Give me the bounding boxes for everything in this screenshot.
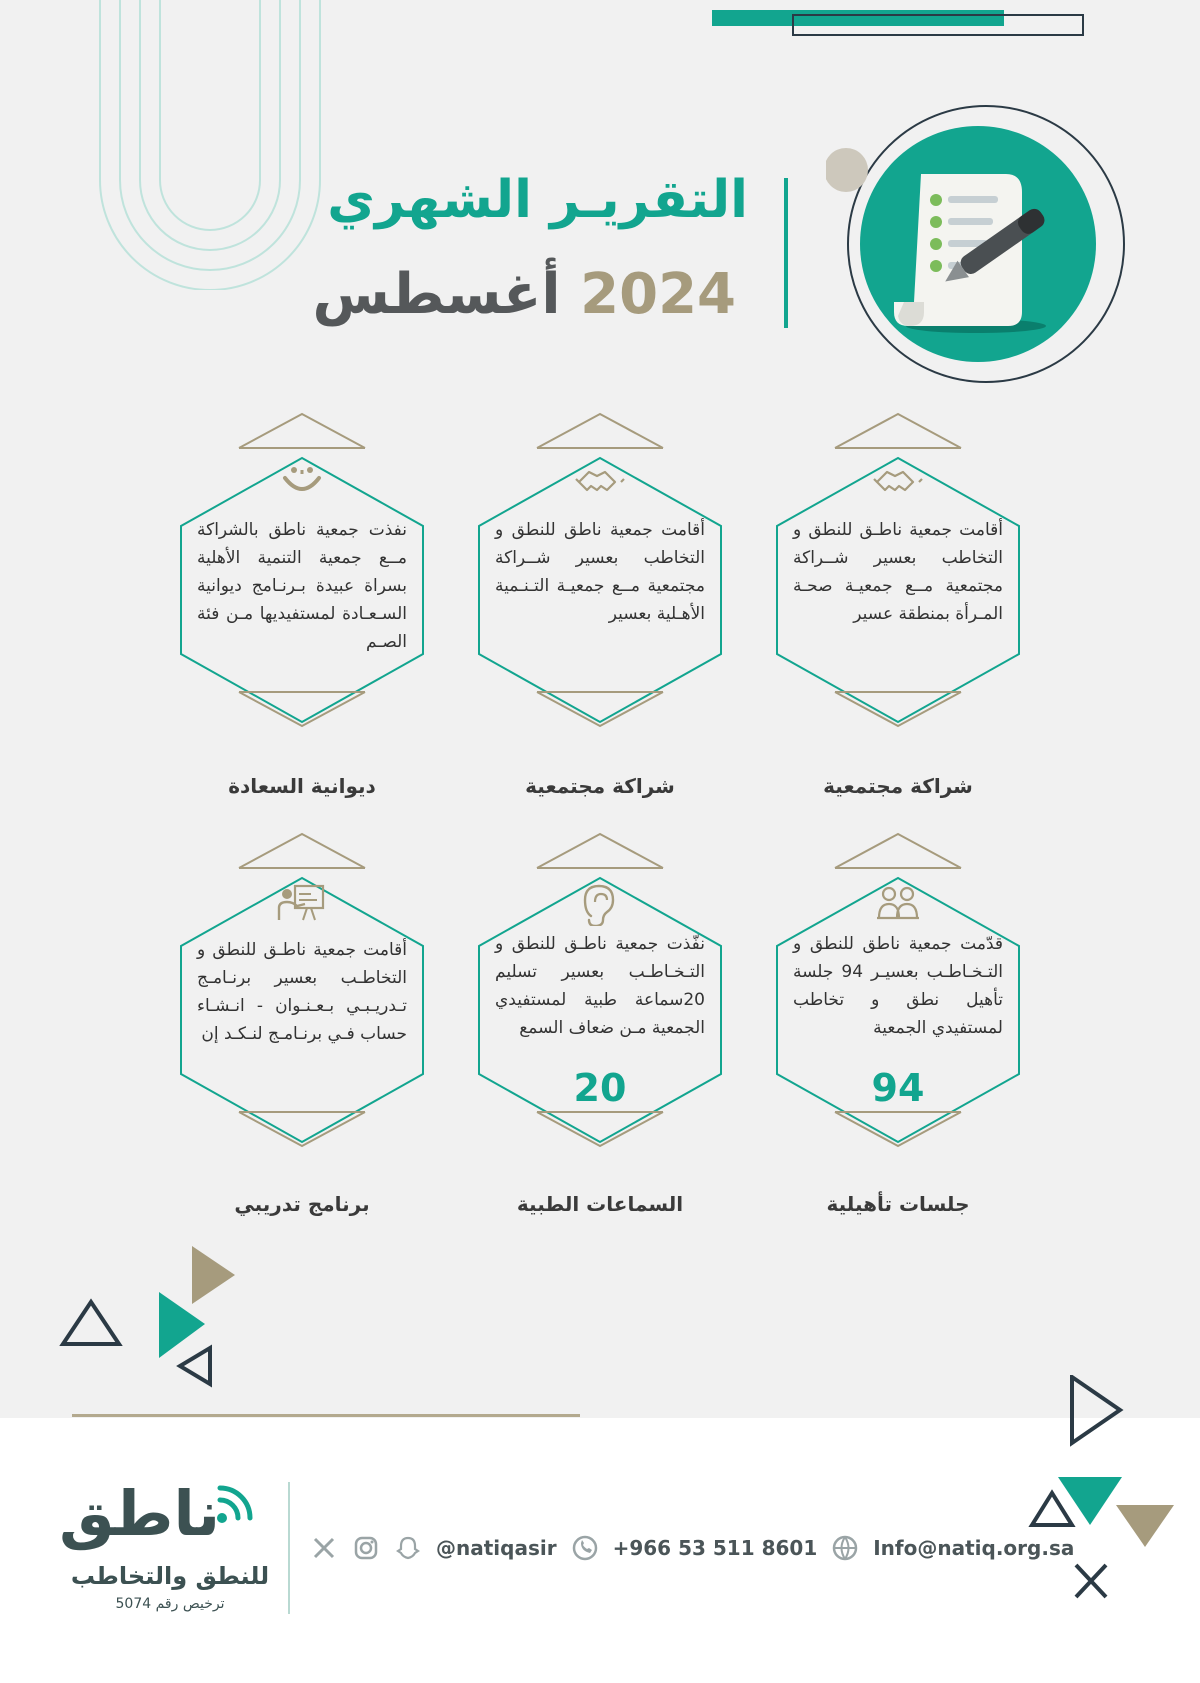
presentation-icon — [277, 880, 327, 926]
card-description: قدّمت جمعية ناطق للنطق و التـخـاطـب بعسيـر 94 جلسة تأهيل نطق و تخاطب لمستفيدي الجمعية — [793, 934, 1003, 1038]
stat-card — [475, 410, 725, 730]
card-description: أقامت جمعية ناطـق للنطق و التخاطب بعسير شــراكة مجتمعية مــع جمعيـة صحـة المـرأة بمنطقة عسير — [793, 520, 1003, 624]
stat-card — [773, 830, 1023, 1150]
card-description: نفّذت جمعية ناطـق للنطق و التـخـاطـب بعسير تسليم 20سماعة طبية لمستفيدي الجمعية مـن ضعاف السمع — [495, 934, 705, 1038]
card-description: أقامت جمعية ناطق للنطق و التخاطب بعسير شــراكة مجتمعية مــع جمعيـة التـنـمية الأهـلية بعسير — [495, 520, 705, 624]
whatsapp-icon — [571, 1534, 599, 1562]
logo-name: ناطق — [59, 1477, 220, 1550]
report-date — [312, 262, 748, 327]
x-twitter-icon[interactable] — [310, 1534, 338, 1562]
card-caption: شراكة مجتمعية — [525, 774, 675, 798]
title-divider — [784, 178, 788, 328]
top-outline-bar — [792, 14, 1084, 36]
natiq-logo — [59, 1470, 270, 1620]
card-description: نفذت جمعية ناطق بالشراكة مــع جمعية التنمية الأهلية بسراة عبيدة بـرنـامج ديوانية السـعـادة لمستفيديها مـن فئة الصـم — [197, 520, 407, 652]
stat-card — [177, 830, 427, 1150]
card-caption: برنامج تدريبي — [234, 1192, 370, 1216]
report-scroll-icon — [826, 96, 1126, 396]
contact-bar — [310, 1530, 1074, 1566]
decorative-triangles-right — [1010, 1375, 1200, 1605]
globe-icon — [831, 1534, 859, 1562]
stat-card — [177, 410, 427, 730]
ear-icon — [575, 880, 625, 926]
card-caption: شراكة مجتمعية — [823, 774, 973, 798]
people-icon — [873, 880, 923, 926]
card-caption: السماعات الطبية — [516, 1192, 684, 1216]
card-number: 20 — [573, 1066, 627, 1110]
stat-card — [475, 830, 725, 1150]
snapchat-icon[interactable] — [394, 1534, 422, 1562]
report-month: أغسطس — [312, 262, 561, 327]
report-year: 2024 — [580, 262, 736, 327]
instagram-icon[interactable] — [352, 1534, 380, 1562]
card-number: 94 — [871, 1066, 925, 1110]
card-description: أقامت جمعية ناطـق للنطق و التخاطـب بعسير برنـامـج تـدريـبـي بـعـنـوان - انـشـاء حساب فـي برنـامـج لنـكـد إن — [197, 940, 407, 1044]
license-number: ترخيص رقم 5074 — [115, 1596, 225, 1612]
handshake-icon — [873, 460, 923, 506]
logo-tagline: للنطق والتخاطب — [70, 1562, 270, 1590]
decorative-arcs — [95, 0, 325, 290]
card-caption: جلسات تأهيلية — [826, 1192, 970, 1216]
stat-card — [773, 410, 1023, 730]
logo-separator — [288, 1482, 290, 1614]
phone-number[interactable]: +966 53 511 8601 — [612, 1536, 818, 1560]
handshake-icon — [575, 460, 625, 506]
social-handle[interactable]: @natiqasir — [436, 1536, 557, 1560]
smile-icon — [277, 460, 327, 506]
footer-divider — [72, 1414, 580, 1417]
report-title: التقريـر الشهري — [327, 170, 748, 230]
decorative-triangles-left — [55, 1240, 245, 1390]
card-caption: ديوانية السعادة — [228, 774, 376, 798]
email-address[interactable]: Info@natiq.org.sa — [873, 1536, 1075, 1560]
